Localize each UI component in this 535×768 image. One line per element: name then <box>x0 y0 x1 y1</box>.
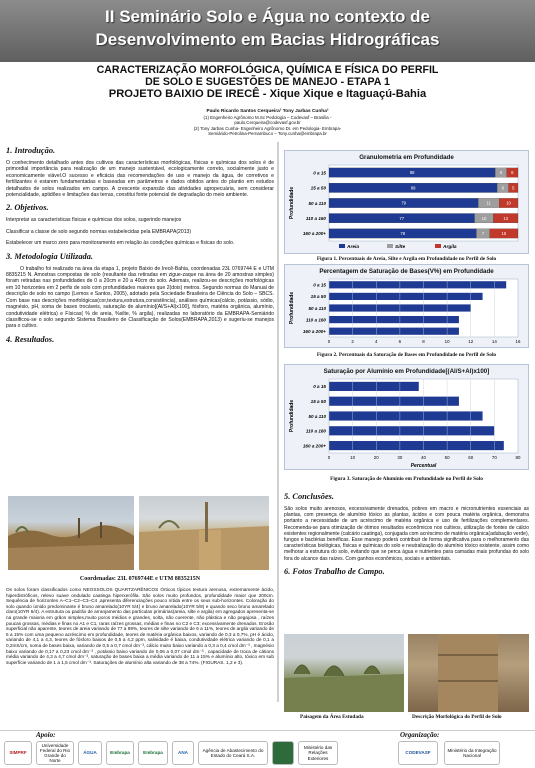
chart2-category-label: 110 a 160 <box>305 317 326 323</box>
chart3-xlabel: Percentual <box>410 463 437 469</box>
chart3-category-label: 160 a 200+ <box>302 443 326 449</box>
logo-green-emblem <box>272 741 294 765</box>
chart-granulometria <box>284 150 529 254</box>
conclusions-heading: 5. Conclusões. <box>284 492 335 501</box>
chart2-svg <box>285 275 528 347</box>
chart3-bar <box>329 397 459 406</box>
objective-3: Estabelecer um marco zero para monitoramento em relação às condições químicas e físicas do solo. <box>6 240 235 247</box>
figure1-caption: Figura 1. Percentuais de Areia, Silte e Argila em Profundidade no Perfil de Solo <box>316 256 497 262</box>
results-heading: 4. Resultados. <box>6 334 55 344</box>
chart3-tick-label: 30 <box>397 455 403 460</box>
chart2-tick-label: 16 <box>515 339 521 344</box>
chart2-tick-label: 2 <box>351 339 354 344</box>
logo-agua: ÁGUA <box>78 741 102 765</box>
left-column <box>6 142 274 349</box>
chart3-tick-label: 20 <box>373 455 379 460</box>
chart3-tick-label: 0 <box>327 455 331 460</box>
methodology-heading: 3. Metodologia Utilizada. <box>6 251 94 261</box>
chart2-category-label: 160 a 200+ <box>302 329 326 334</box>
organizacao-label: Organização: <box>400 731 440 739</box>
chart3-tick-label: 40 <box>421 455 426 460</box>
chart1-legend-swatch <box>339 244 345 248</box>
chart2-tick-label: 12 <box>468 339 474 344</box>
right-column-text <box>284 488 529 581</box>
chart3-bar <box>329 441 504 450</box>
chart2-bar <box>329 293 483 300</box>
logo-relacoes-exteriores: Ministério das Relações Exteriores <box>298 741 338 765</box>
methodology-text: O trabalho foi realizado na área da etapa 1, projeto Baixio de Irecê-Bahia, coordenadas 23L 0769744 E e UTM 8835215 N. Amostras compostas de solo (resultante das retiradas em zigue-zaque na área de 20 amostras simples) foram retiradas nas profundidades de 0 a 20cm e 20 a 40cm do solo. Ademais, realizou-se descrições morfológicas em 10 horizontes em 2 perfis de solo com profundidades maiores que 2(dois) metros. Segundo normas do Manual de descrição de solo no campo (Lemos e Santos, 2005), adotado pela Sociedade Brasileira de Ciência do Solo – SBCS. Com base nas descrições morfológicas(cor,textura,estrutura,consistência), análises químicas(cálcio, potássio, sódio, magnésio, pH, soma de bases trocáveis, saturação de alumínio[(Al/S+Al)x100], fósforo, matéria orgânica, alumínio, condutividade elétrica) e Físicas( % de areia, %silte, % argila), realizadas no laboratório da EMBRAPA-Semiárido classificou-se o solo segundo Sistema Brasileiro de Classificação de Solos(EMBRAPA,2013) e sugeriu-se manejos para o cultivo. <box>6 265 274 330</box>
chart1-data-label: 5 <box>512 185 515 191</box>
chart2-ylabel: Profundidade <box>289 291 295 325</box>
title-line-1: CARACTERIZAÇÃO MORFOLÓGICA, QUÍMICA E FÍSICA DO PERFIL <box>96 64 439 76</box>
chart1-data-label: 7 <box>481 231 485 236</box>
chart1-category-label: 15 a 50 <box>310 185 326 191</box>
chart1-category-label: 0 a 15 <box>313 170 326 176</box>
affiliation-2: (2) Tony Jarbas Cunha- Engenheiro Agrônomo Dr. em Pedologia- Embrapa- <box>193 125 342 131</box>
poster-title <box>0 64 535 101</box>
chart1-legend-entry: Areia <box>347 245 359 250</box>
chart3-tick-label: 70 <box>491 455 497 460</box>
field-photo-profile <box>139 496 269 570</box>
affiliation-1: (1) Engenheiro Agrônomo M.Sc Pedologia – Codevasf – Brasília - <box>203 114 332 120</box>
chart1-data-label: 6 <box>499 170 503 176</box>
chart3-bar <box>329 382 419 391</box>
coordinates-caption: Coordenadas: 23L 0769744E e UTM 8835215N <box>79 576 201 582</box>
chart1-legend-swatch <box>387 244 393 248</box>
chart2-bar <box>329 328 459 335</box>
chart3-ylabel: Profundidade <box>289 399 295 433</box>
logo-integracao-nacional: Ministério da Integração Nacional <box>444 741 500 765</box>
banner-line-2: Desenvolvimento em Bacias Hidrográficas <box>95 30 440 49</box>
intro-text: O conhecimento detalhado antes dos cultivos das características morfológicas, físicas e químicas dos solos é de primordial importância para realização de um manejo sustentável, ecologicamente correto, socialmente justo e economicamente viável.O sucesso e eficácia das recomendações de uso e manejo da água, de corretivos e fertilizantes é estarem fundamentadas e baseadas em parâmetros e dados obtidos antes do plantio em estudos detalhados de solos realizados em campo. A crescente expansão das atividades agropecuária, sem considerar potencialidade, aptidões e limitações das terras, constitui fonte potencial de degradação do meio ambiente. <box>6 160 274 199</box>
figure2-caption: Figura 2. Percentuais da Saturação de Bases em Profundidade no Perfil de Solo <box>316 352 497 358</box>
banner-line-1: II Seminário Solo e Água no contexto de <box>105 7 430 26</box>
title-line-2: DE SOLO E SUGESTÕES DE MANEJO - ETAPA 1 <box>145 76 390 88</box>
field-photo-landscape <box>8 496 134 570</box>
chart3-tick-label: 10 <box>350 455 356 460</box>
photo-caption-1: Paisagem da Área Estudada <box>300 714 364 720</box>
chart1-legend-entry: Argila <box>443 245 457 250</box>
objective-1: Interpretar as características físicas e químicas dos solos, sugerindo manejos <box>6 217 182 224</box>
intro-heading: 1. Introdução. <box>6 146 56 155</box>
chart1-ylabel: Profundidade <box>289 186 295 220</box>
logo-ana: ANA <box>172 741 194 765</box>
author-names: Paulo Ricardo Santos Cerqueira¹ Tony Jarbas Cunha² <box>206 109 329 114</box>
chart-saturacao-aluminio <box>284 364 529 470</box>
objectives-heading: 2. Objetivos. <box>6 203 49 213</box>
chart2-bar <box>329 281 506 288</box>
chart1-title: Granulometria em Profundidade <box>359 154 454 161</box>
chart2-bar <box>329 316 459 323</box>
chart1-data-label: 88 <box>409 170 415 176</box>
figure3-caption: Figura 3. Saturação de Alumínio em Profundidade no Perfil de Solo <box>330 476 483 482</box>
objective-2: Classificar a classe de solo segundo normas estabelecidas pela EMBRAPA(2013) <box>6 228 192 235</box>
conclusions-text: São solos muito arenosos, excessivamente drenados, pobres em macro e micronutrientes essenciais as plantas, com presença de alumínio tóxico as plantas, ácidos e com pouca matéria orgânica, demonstra portanto a necessidade de um acréscimo de matéria orgânica e uso de fertilizações complementares. Recomenda-se para otimização de ótimos resultados econômicos nos cultivos, utilização de fontes de cálcio existentes regionalmente (calcário caatinga), conjugada com acréscimo de matéria orgânica(adubação verde), fungos e bactérias benéficas. Esse manejo poderá contribuir de forma significativa para o melhoramento das características biológicas, físicas e químicas do solo e neutralização do alumínio tóxico existente, assim como melhorar a estrutura do solo, evitando que se perca água e nutrientes para camadas mais profundas do solo fora do alcance das raízes. Com ganhos econômicos, sociais e ambientais. <box>284 506 529 562</box>
authors-block <box>0 109 535 137</box>
chart1-data-label: 78 <box>400 231 406 236</box>
chart1-data-label: 77 <box>399 215 405 221</box>
chart1-data-label: 89 <box>410 185 416 191</box>
chart3-tick-label: 50 <box>444 455 450 460</box>
photos-heading: 6. Fotos Trabalho de Campo. <box>284 566 385 576</box>
chart1-data-label: 10 <box>481 215 487 221</box>
chart1-data-label: 6 <box>501 185 505 191</box>
logo-simprf: SIMPRF <box>4 741 32 765</box>
chart2-tick-label: 0 <box>327 339 331 344</box>
chart1-category-label: 160 a 200+ <box>302 231 326 237</box>
chart-saturacao-bases <box>284 264 529 348</box>
chart3-category-label: 110 a 160 <box>305 428 326 434</box>
logo-embrapa-2: Embrapa <box>138 741 168 765</box>
logo-embrapa-1: Embrapa <box>106 741 134 765</box>
chart3-title: Saturação por Alumínio em Profundidade[(Al/S+Al)x100] <box>323 368 490 375</box>
logo-ufrn: Universidade Federal do Rio Grande do Norte <box>36 741 74 765</box>
affiliation-2-email: Semiárido-Petrolina-Pernambuco – Tony.cunha@embrapa.br <box>208 131 327 137</box>
logo-codevasf: CODEVASF <box>398 741 438 765</box>
photo-study-area <box>284 634 404 712</box>
chart2-title: Percentagem de Saturação de Bases(V%) em Profundidade <box>319 268 494 275</box>
chart2-category-label: 50 a 110 <box>308 305 326 311</box>
photo-caption-2: Descrição Morfológica do Perfil de Solo <box>412 714 502 720</box>
chart1-data-label: 6 <box>511 170 514 176</box>
chart3-category-label: 0 a 15 <box>313 384 326 390</box>
chart1-legend-entry: Silte <box>395 245 406 250</box>
apoio-label: Apoio: <box>36 731 56 739</box>
logo-agencia-abastecimento: Agência de Abastecimento do Estado do Ceará S.A. <box>198 741 268 765</box>
chart2-tick-label: 8 <box>422 339 425 344</box>
chart1-data-label: 79 <box>401 200 406 206</box>
chart1-category-label: 110 a 160 <box>305 216 326 221</box>
chart3-tick-label: 80 <box>515 455 521 460</box>
column-divider <box>277 142 279 702</box>
photo-soil-profile <box>408 634 529 712</box>
affiliation-1-email: paulo.Cerqueira@codevasf.gov.br <box>234 120 301 126</box>
event-banner <box>0 0 535 62</box>
chart1-data-label: 13 <box>503 215 509 221</box>
chart3-tick-label: 60 <box>468 455 474 460</box>
chart3-category-label: 50 a 110 <box>308 413 326 419</box>
chart2-category-label: 15 a 50 <box>310 294 326 300</box>
chart2-tick-label: 4 <box>375 339 378 344</box>
chart2-tick-label: 6 <box>398 339 402 344</box>
chart1-data-label: 15 <box>501 231 507 236</box>
title-line-3: PROJETO BAIXIO DE IRECÊ - Xique Xique e Itaguaçú-Bahia <box>108 88 427 100</box>
results-text: Os solos foram classificados como NEOSSOLOS QUARTZARÊNICOS Órticos típicos textura arenosa, extremamente ácido, hiperdistróficos, relevo suave ondulado caatinga hiperxerófila. São solos muito profundos, profundidade maior que 200cm. Sequência de horizontes A–C1–C2–C3–C4 ,apresenta diferenciações pouco nítida entre os seus sub-horizontes. Coloração do solo quando úmido predominante é bruno amarelado(10YR 5/4) e bruno amarelado(10YR 5/8) e quando seco bruno amarelado claro(10YR 6/4). A estrutura ou padrão de arranjamento das partículas primárias(areia, silte e argila) em agregados apresenta-se na grande maioria em grãos simples,muito poros médios e grandes, solta, não coerente, não plástica e não pegajosa , raízes poucas grossas, médias e finas no A1 e C1, raras raízes grossas, médias e finas no C2 e C3; excessivamente drenados. Erosão superficial não aparente, teores de areia variando de 77 a 89%, teores de silte variando de 6 a 11%, teores de argila variando de 5 a 15% com uma pequeno acréscimo em profundidade, teores de matéria orgânica baixos, variando de 0,3 a 0,7%, pH é ácido, variando de 4,1 a 4,3, teores de fósforo baixos de 0,5 a 4,2 ppm, salinidade é baixa, condutividade elétrica variando de 0,1 a 0,2mS/cm, soma de bases baixa, variando de 0,5 a 0,7 cmol dm⁻³, cálcio muito baixo variando a 0,3 a 0,4 cmol dm⁻³ , magnésio baixo variando de 0,17 a 0,23 cmol dm⁻³ , potássio baixo variando de 0,06 a 0,07 cmol dm⁻³ , capacidade de troca de cátions média variando de 4,3 a 4,7 cmol dm⁻³, saturação de bases baixa a média variando de 11 a 15% e alumínio alto, tóxico em sub superfície variando de 1 a 1,5 cmol dm⁻³. Saturações de alumínio alta variando de 38 a 74%. (FIGURAS. 1,2 e 3). <box>6 587 274 665</box>
chart1-data-label: 11 <box>486 200 491 206</box>
chart1-category-label: 50 a 110 <box>308 200 326 206</box>
chart1-data-label: 10 <box>506 200 511 206</box>
chart3-bar <box>329 426 494 435</box>
chart1-legend-swatch <box>435 244 441 248</box>
chart3-svg <box>285 375 528 469</box>
chart1-svg <box>285 161 528 253</box>
chart2-tick-label: 10 <box>444 339 450 344</box>
chart3-category-label: 15 a 50 <box>310 399 326 404</box>
chart2-tick-label: 14 <box>491 339 497 344</box>
chart3-bar <box>329 411 483 420</box>
chart2-category-label: 0 a 15 <box>313 282 326 288</box>
